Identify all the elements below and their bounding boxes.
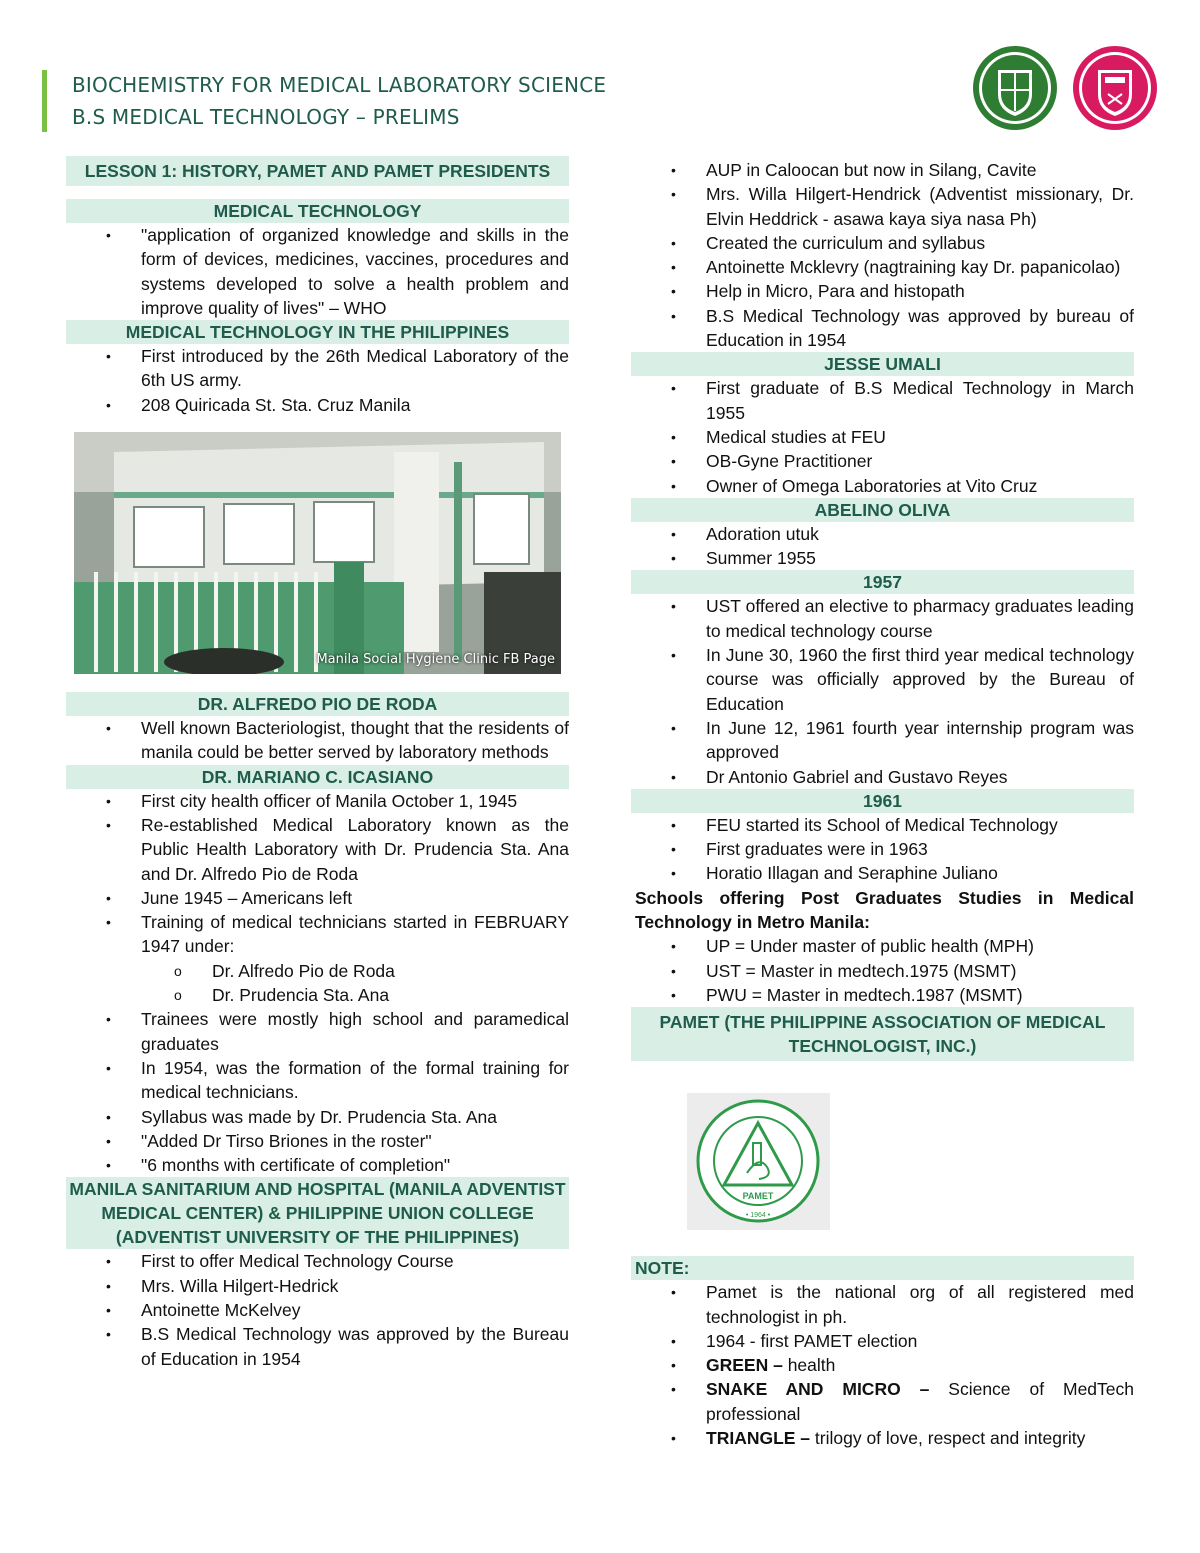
list-item: • Horatio Illagan and Seraphine Juliano: [631, 861, 1134, 885]
pamet-logo-text: PAMET: [742, 1191, 774, 1202]
university-seal-pink-logo: [1070, 44, 1160, 132]
list-item: • B.S Medical Technology was approved by the Bureau of Education in 1954: [66, 1322, 569, 1371]
y1961-list: [631, 813, 1134, 886]
list-item: • UST = Master in medtech.1975 (MSMT): [631, 959, 1134, 983]
clinic-building-photo: [74, 432, 561, 674]
list-item: [631, 1426, 1134, 1450]
list-item: • Dr Antonio Gabriel and Gustavo Reyes: [631, 765, 1134, 789]
list-item: • Antoinette Mcklevry (nagtraining kay Dr. papanicolao): [631, 255, 1134, 279]
section-heading-1957: 1957: [631, 570, 1134, 594]
medtech-list: [66, 223, 569, 320]
section-heading-medtech: MEDICAL TECHNOLOGY: [66, 199, 569, 223]
list-item: • Pamet is the national org of all registered med technologist in ph.: [631, 1280, 1134, 1329]
list-item: • 208 Quiricada St. Sta. Cruz Manila: [66, 393, 569, 417]
oliva-list: [631, 522, 1134, 571]
sub-list-item: o Dr. Alfredo Pio de Roda: [66, 959, 569, 983]
list-item: [631, 1377, 1134, 1426]
list-item: • "6 months with certificate of completion": [66, 1153, 569, 1177]
list-item: • In June 12, 1961 fourth year internship program was approved: [631, 716, 1134, 765]
section-heading-icasiano: DR. MARIANO C. ICASIANO: [66, 765, 569, 789]
list-item: • Training of medical technicians started in FEBRUARY 1947 under:: [66, 910, 569, 959]
list-item: • "Added Dr Tirso Briones in the roster": [66, 1129, 569, 1153]
pamet-logo: [687, 1093, 830, 1230]
keyword-text: health: [782, 1355, 836, 1376]
photo-caption: Manila Social Hygiene Clinic FB Page: [316, 651, 555, 667]
list-item: • B.S Medical Technology was approved by bureau of Education in 1954: [631, 304, 1134, 353]
section-heading-umali: JESSE UMALI: [631, 352, 1134, 376]
schools-list: [631, 934, 1134, 1007]
list-item: • FEU started its School of Medical Technology: [631, 813, 1134, 837]
note-list: [631, 1280, 1134, 1450]
list-item: • In 1954, was the formation of the formal training for medical technicians.: [66, 1056, 569, 1105]
list-item: • First city health officer of Manila October 1, 1945: [66, 789, 569, 813]
list-item: • 1964 - first PAMET election: [631, 1329, 1134, 1353]
list-item: • Mrs. Willa Hilgert-Hendrick (Adventist missionary, Dr. Elvin Heddrick - asawa kaya siya nasa Ph): [631, 182, 1134, 231]
y1957-list: [631, 594, 1134, 788]
list-item: • First introduced by the 26th Medical Laboratory of the 6th US army.: [66, 344, 569, 393]
document-title: BIOCHEMISTRY FOR MEDICAL LABORATORY SCIENCE: [72, 73, 607, 97]
sanitarium-list: [66, 1249, 569, 1370]
keyword-text: trilogy of love, respect and integrity: [810, 1427, 1086, 1448]
list-item: • Re-established Medical Laboratory known as the Public Health Laboratory with Dr. Prudencia Sta. Ana and Dr. Alfredo Pio de Roda: [66, 813, 569, 886]
accent-bar: [42, 70, 47, 132]
list-item: • Medical studies at FEU: [631, 425, 1134, 449]
umali-list: [631, 376, 1134, 497]
list-item: • OB-Gyne Practitioner: [631, 449, 1134, 473]
ph-list: [66, 344, 569, 417]
aup-list: [631, 158, 1134, 352]
list-item: • Trainees were mostly high school and paramedical graduates: [66, 1007, 569, 1056]
list-item: • In June 30, 1960 the first third year medical technology course was officially approved by the Bureau of Education: [631, 643, 1134, 716]
sub-list-item: o Dr. Prudencia Sta. Ana: [66, 983, 569, 1007]
roda-list: [66, 716, 569, 765]
list-item: • First graduates were in 1963: [631, 837, 1134, 861]
list-item: • UP = Under master of public health (MPH): [631, 934, 1134, 958]
list-item: • Owner of Omega Laboratories at Vito Cruz: [631, 474, 1134, 498]
keyword: TRIANGLE –: [706, 1427, 811, 1448]
schools-heading: Schools offering Post Graduates Studies in Medical Technology in Metro Manila:: [635, 887, 1134, 933]
list-item: • PWU = Master in medtech.1987 (MSMT): [631, 983, 1134, 1007]
note-heading: NOTE:: [631, 1256, 1134, 1280]
section-heading-sanitarium: MANILA SANITARIUM AND HOSPITAL (MANILA ADVENTIST MEDICAL CENTER) & PHILIPPINE UNION COLLEGE (ADVENTIST UNIVERSITY OF THE PHILIPPINES): [66, 1177, 569, 1249]
list-item: • Adoration utuk: [631, 522, 1134, 546]
keyword: GREEN –: [706, 1355, 783, 1376]
list-item: • "application of organized knowledge and skills in the form of devices, medicines, vaccines, procedures and systems developed to solve a health problem and improve quality of lives" – WHO: [66, 223, 569, 320]
university-seal-green-logo: [970, 44, 1060, 132]
left-column: [66, 156, 569, 1371]
list-item: • Well known Bacteriologist, thought that the residents of manila could be better served by laboratory methods: [66, 716, 569, 765]
list-item: • Antoinette McKelvey: [66, 1298, 569, 1322]
lesson-title: LESSON 1: HISTORY, PAMET AND PAMET PRESIDENTS: [66, 156, 569, 186]
list-item: • Created the curriculum and syllabus: [631, 231, 1134, 255]
section-heading-oliva: ABELINO OLIVA: [631, 498, 1134, 522]
pamet-logo-year: • 1964 •: [745, 1212, 771, 1220]
list-item: • First graduate of B.S Medical Technology in March 1955: [631, 376, 1134, 425]
list-item: [631, 1353, 1134, 1377]
list-item: • Mrs. Willa Hilgert-Hedrick: [66, 1274, 569, 1298]
keyword-text: Science of MedTech professional: [706, 1379, 1134, 1424]
icasiano-list: [66, 789, 569, 1178]
list-item: • Help in Micro, Para and histopath: [631, 279, 1134, 303]
list-item: • First to offer Medical Technology Course: [66, 1249, 569, 1273]
document-subtitle: B.S MEDICAL TECHNOLOGY – PRELIMS: [72, 105, 460, 129]
list-item: • Syllabus was made by Dr. Prudencia Sta. Ana: [66, 1105, 569, 1129]
keyword: SNAKE AND MICRO –: [706, 1379, 930, 1400]
list-item: • UST offered an elective to pharmacy graduates leading to medical technology course: [631, 594, 1134, 643]
section-heading-pamet: PAMET (THE PHILIPPINE ASSOCIATION OF MEDICAL TECHNOLOGIST, INC.): [631, 1007, 1134, 1061]
list-item: • June 1945 – Americans left: [66, 886, 569, 910]
list-item: • Summer 1955: [631, 546, 1134, 570]
section-heading-1961: 1961: [631, 789, 1134, 813]
section-heading-ph: MEDICAL TECHNOLOGY IN THE PHILIPPINES: [66, 320, 569, 344]
list-item: • AUP in Caloocan but now in Silang, Cavite: [631, 158, 1134, 182]
right-column: [631, 158, 1134, 1450]
section-heading-roda: DR. ALFREDO PIO DE RODA: [66, 692, 569, 716]
